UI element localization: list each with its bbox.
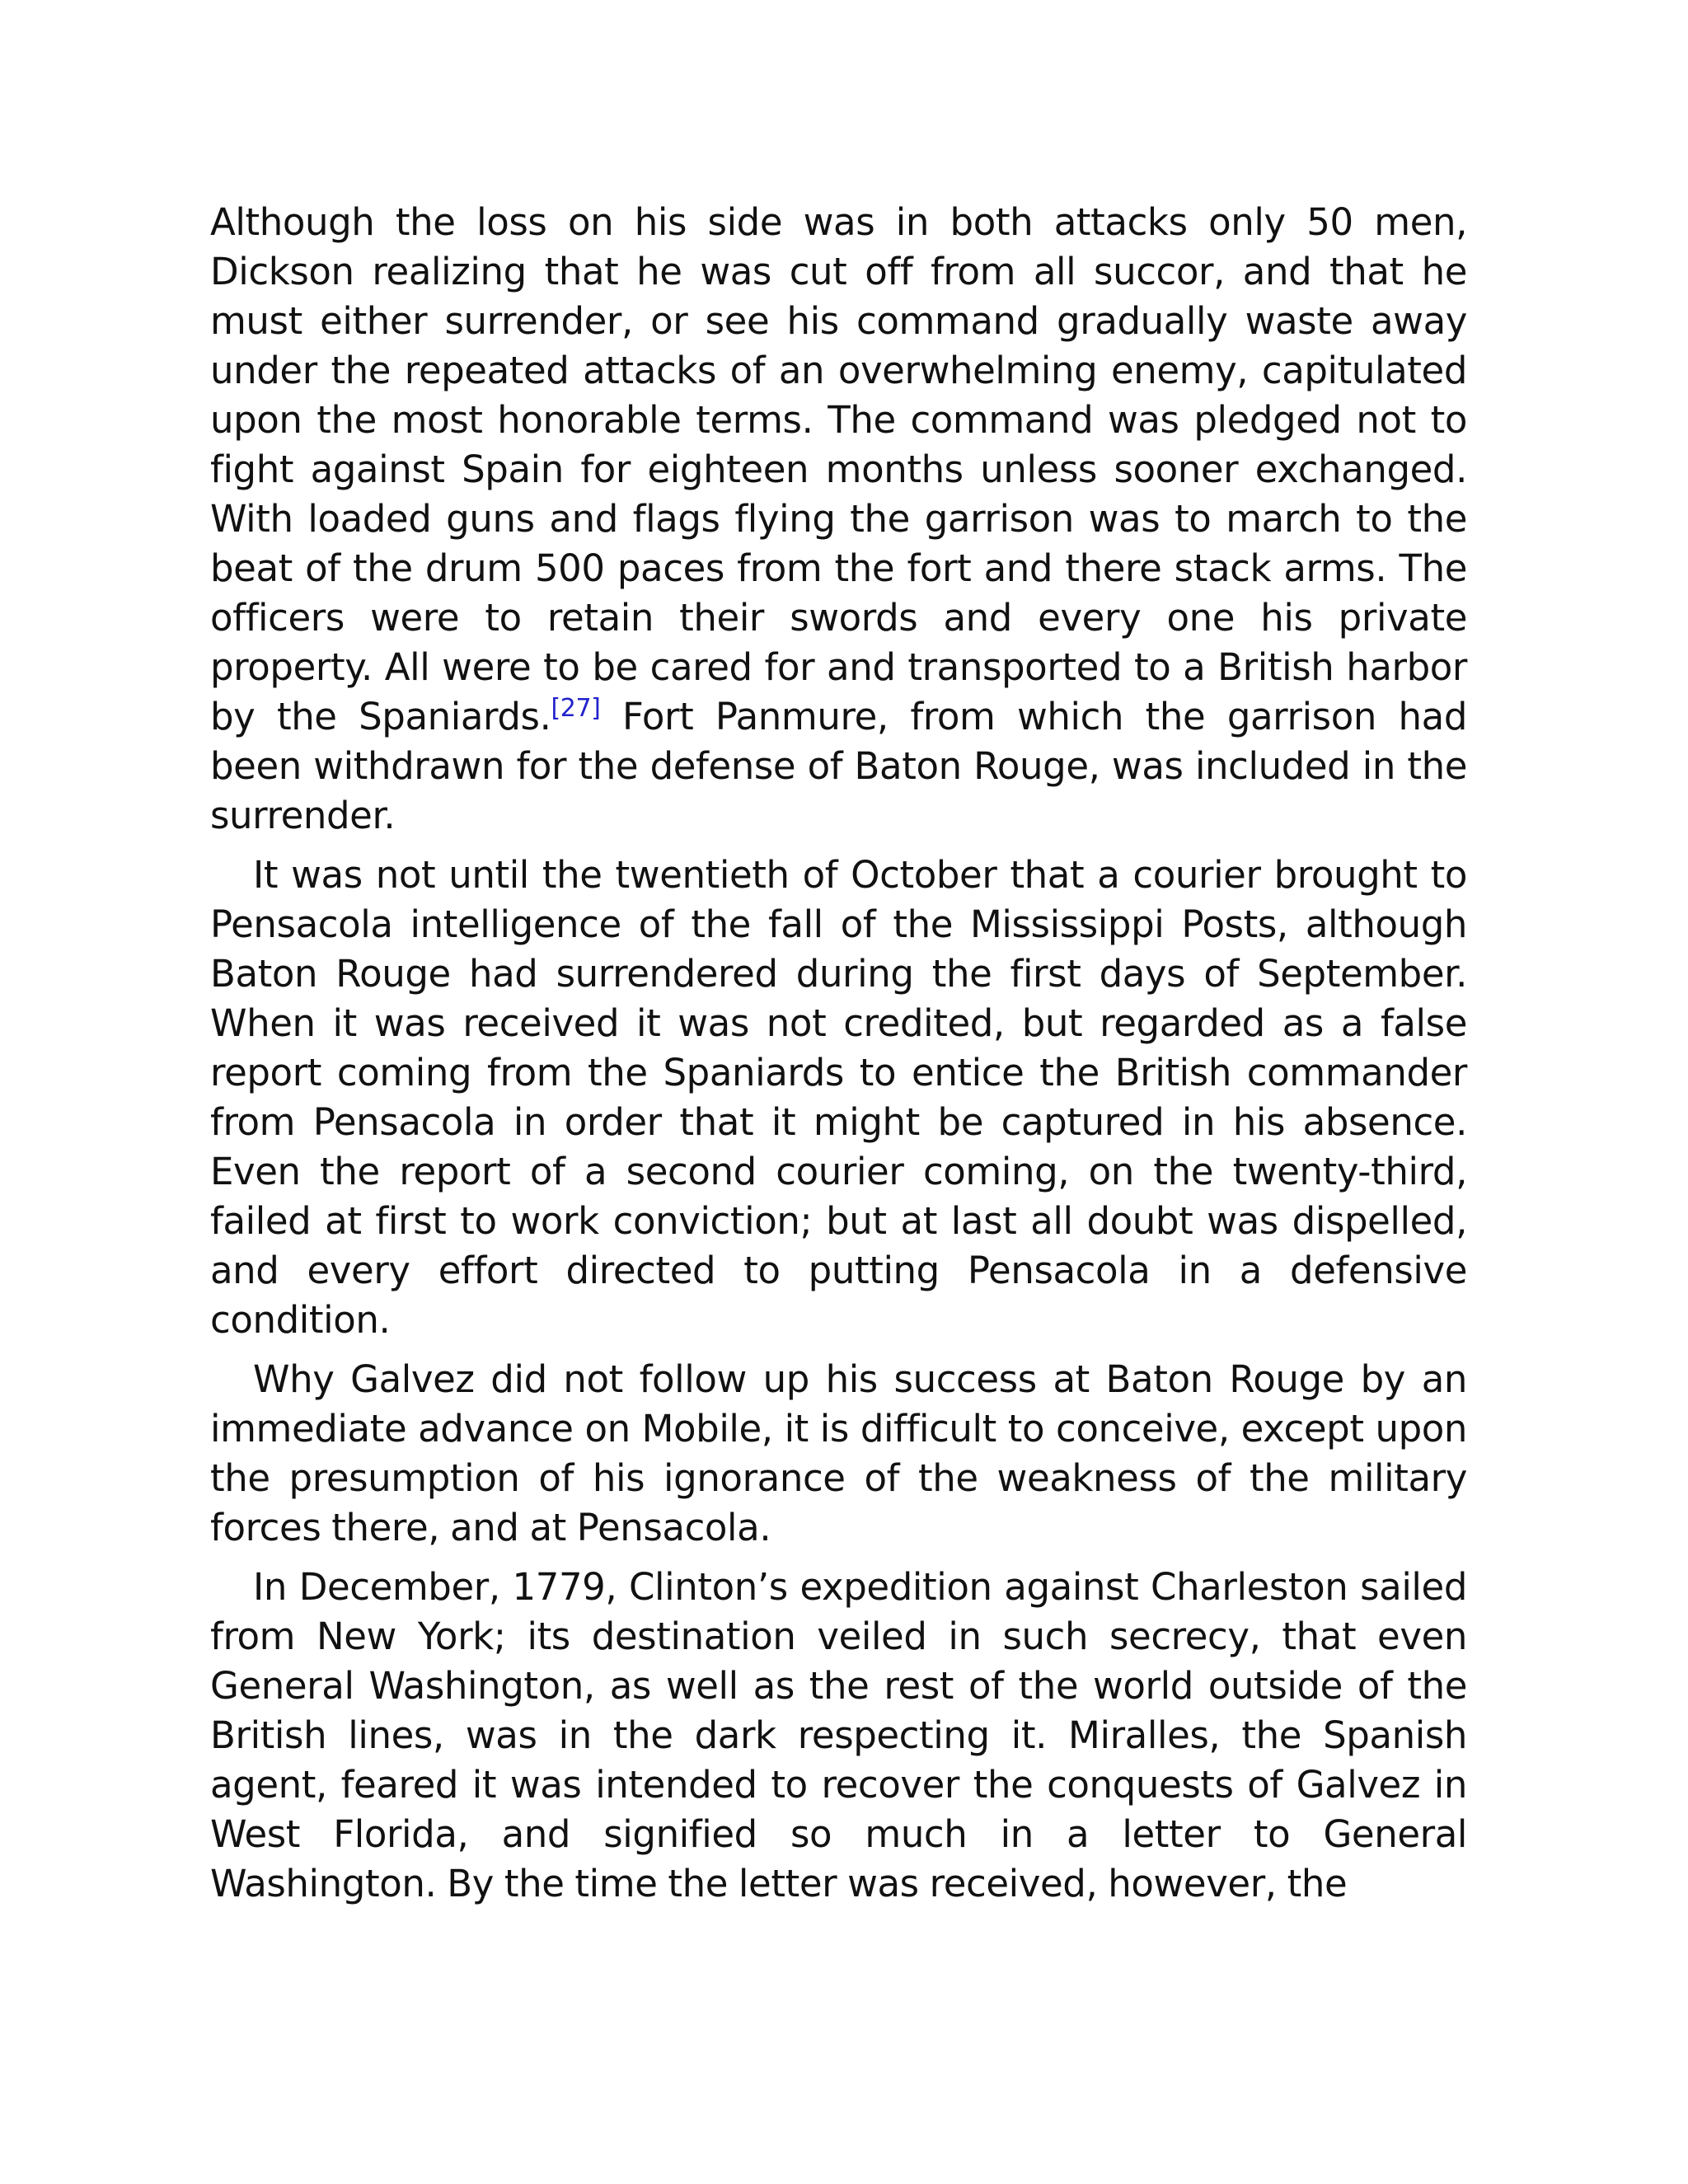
footnote-link-27[interactable]: [27] <box>551 694 601 723</box>
paragraph-1-text: Although the loss on his side was in both attacks only 50 men, Dickson realizing that he was cut off from all succor, and that he must either surrender, or see his command gradually waste away under the repeated attacks of an overwhelming enemy, capitulated upon the most honorable terms. The command was pledged not to fight against Spain for eighteen months unless sooner exchanged. With loaded guns and flags flying the garrison was to march to the beat of the drum 500 paces from the fort and there stack arms. The officers were to retain their swords and every one his private property. All were to be cared for and transported to a British harbor by the Spaniards. <box>210 200 1467 738</box>
paragraph-2: It was not until the twentieth of October that a courier brought to Pensacola intelligence of the fall of the Mississippi Posts, although Baton Rouge had surrendered during the first days of September. When it was received it was not credited, but regarded as a false report coming from the Spaniards to entice the British commander from Pensacola in order that it might be captured in his absence. Even the report of a second courier coming, on the twenty-third, failed at first to work conviction; but at last all doubt was dispelled, and every effort directed to putting Pensacola in a defensive condition. <box>210 853 1467 1342</box>
page-body <box>210 198 1467 1919</box>
paragraph-1 <box>210 198 1467 841</box>
paragraph-3: Why Galvez did not follow up his success at Baton Rouge by an immediate advance on Mobile, it is difficult to conceive, except upon the presumption of his ignorance of the weakness of the military forces there, and at Pensacola. <box>210 1357 1467 1549</box>
paragraph-1-text-continued: Fort Panmure, from which the garrison had been withdrawn for the defense of Baton Rouge, was included in the surrender. <box>210 695 1467 837</box>
paragraph-4: In December, 1779, Clinton’s expedition against Charleston sailed from New York; its destination veiled in such secrecy, that even General Washington, as well as the rest of the world outside of the British lines, was in the dark respecting it. Miralles, the Spanish agent, feared it was intended to recover the conquests of Galvez in West Florida, and signified so much in a letter to General Washington. By the time the letter was received, however, the <box>210 1565 1467 1905</box>
